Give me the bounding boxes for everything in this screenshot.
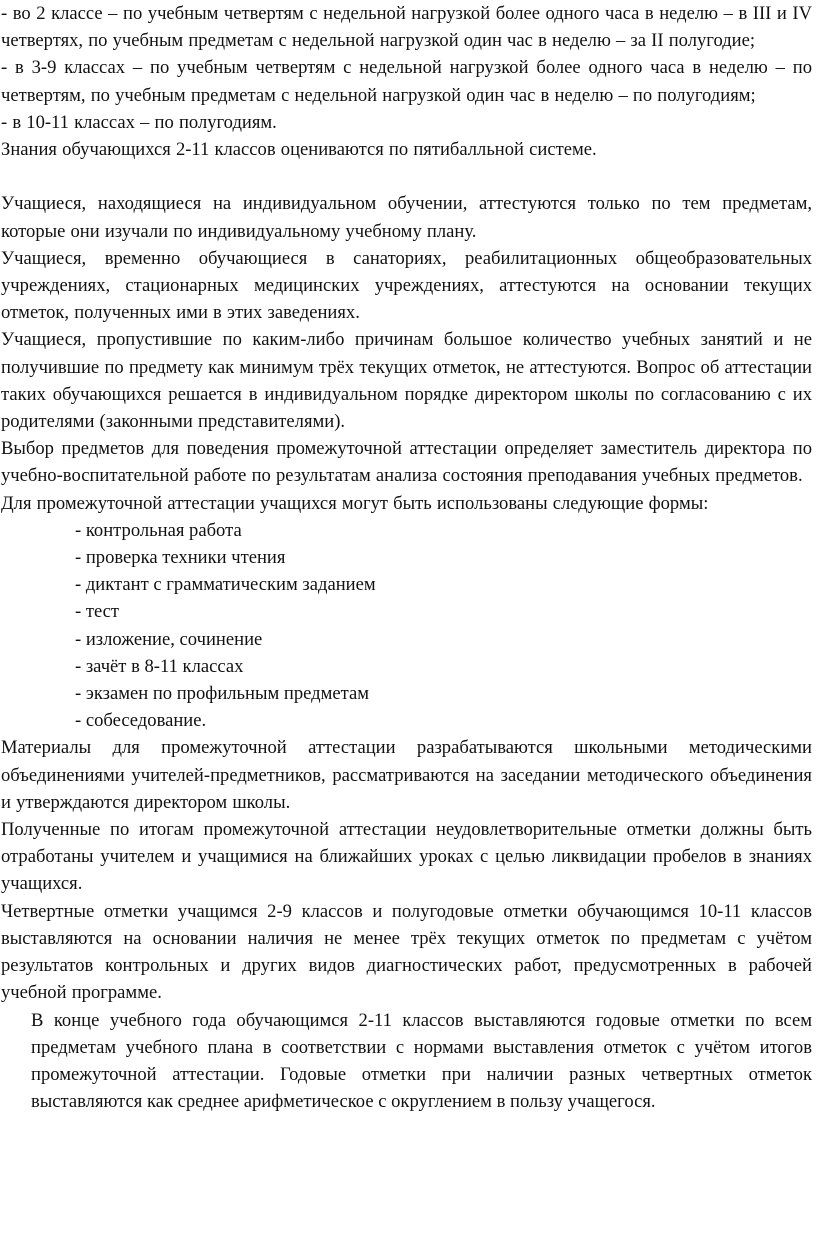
paragraph-grade3-9-schedule: - в 3-9 классах – по учебным четвертям с недельной нагрузкой более одного часа в неделю – по четвертям, по учебным предметам с недельной нагрузкой один час в неделю – по полугодиям; [1,57,812,106]
list-item: - диктант с грамматическим заданием [75,574,376,596]
paragraph-attestation-materials: Материалы для промежуточной аттестации разрабатываются школьными методическими объединениями учителей-предметников, рассматриваются на заседании методического объединения и утверждаются директором школы. [1,737,812,813]
paragraph-unsatisfactory-marks: Полученные по итогам промежуточной аттестации неудовлетворительные отметки должны быть отработаны учителем и учащимися на ближайших уроках с целью ликвидации пробелов в знаниях учащихся. [1,819,812,895]
paragraph-annual-marks: В конце учебного года обучающимся 2-11 классов выставляются годовые отметки по всем предметам учебного плана в соответствии с нормами выставления отметок с учётом итогов промежуточной аттестации. Годовые отметки при наличии разных четвертных отметок выставляются как среднее арифметическое с округлением в пользу учащегося. [31,1009,812,1113]
list-item: - экзамен по профильным предметам [75,683,369,705]
list-item: - собеседование. [75,710,207,732]
paragraph-forms-intro: Для промежуточной аттестации учащихся могут быть использованы следующие формы: [1,492,709,514]
list-item: - тест [75,601,120,623]
list-item: - зачёт в 8-11 классах [75,655,244,677]
paragraph-grade2-schedule: - во 2 классе – по учебным четвертям с недельной нагрузкой более одного часа в неделю – в III и IV четвертях, по учебным предметам с недельной нагрузкой один час в неделю – за II полугодие; [1,3,812,52]
paragraph-quarter-marks: Четвертные отметки учащимся 2-9 классов и полугодовые отметки обучающимся 10-11 классов выставляются на основании наличия не менее трёх текущих отметок по предметам с учётом результатов контрольных и других видов диагностических работ, предусмотренных в рабочей учебной программе. [1,900,812,1004]
list-item: - изложение, сочинение [75,628,263,650]
blank-line [1,163,812,190]
list-item: - проверка техники чтения [75,547,286,569]
paragraph-individual-learning: Учащиеся, находящиеся на индивидуальном обучении, аттестуются только по тем предметам, которые они изучали по индивидуальному учебному плану. [1,193,812,242]
paragraph-grading-system: Знания обучающихся 2-11 классов оцениваются по пятибалльной системе. [1,139,597,161]
paragraph-grade10-11-schedule: - в 10-11 классах – по полугодиям. [1,111,277,133]
list-item: - контрольная работа [75,519,242,541]
paragraph-sanatorium-students: Учащиеся, временно обучающиеся в санаториях, реабилитационных общеобразовательных учреждениях, стационарных медицинских учреждениях, аттестуются на основании текущих отметок, полученных ими в этих заведениях. [1,247,812,324]
forms-list [1,517,812,735]
paragraph-subject-selection: Выбор предметов для поведения промежуточной аттестации определяет заместитель директора по учебно-воспитательной работе по результатам анализа состояния преподавания учебных предметов. [1,438,812,487]
paragraph-missed-classes: Учащиеся, пропустившие по каким-либо причинам большое количество учебных занятий и не получившие по предмету как минимум трёх текущих отметок, не аттестуются. Вопрос об аттестации таких обучающихся решается в индивидуальном порядке директором школы по согласованию с их родителями (законными представителями). [1,329,812,433]
